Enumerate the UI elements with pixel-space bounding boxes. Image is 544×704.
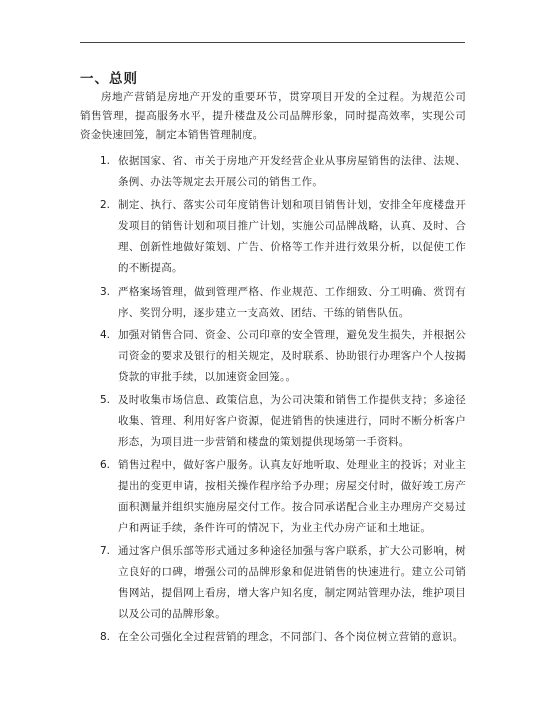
list-item-number: 8. <box>100 631 111 643</box>
list-item-number: 4. <box>100 329 111 341</box>
list-item-number: 7. <box>100 545 111 557</box>
list-item-text: 通过客户俱乐部等形式通过多种途径加强与客户联系，扩大公司影响，树立良好的口碑，增强公司的品牌形象和促进销售的快速进行。建立公司销售网站，提倡网上看房，增大客户知名度，制定网站管理办法，维护项目以及公司的品牌形象。 <box>118 545 466 620</box>
section-heading: 一、总则 <box>80 71 138 87</box>
header-rule <box>80 42 465 43</box>
intro-paragraph: 房地产营销是房地产开发的重要环节，贯穿项目开发的全过程。为规范公司销售管理，提高服务水平，提升楼盘及公司品牌形象，同时提高效率，实现公司资金快速回笼，制定本销售管理制度。 <box>80 91 466 141</box>
list-item-number: 2. <box>100 199 111 211</box>
list-item-number: 6. <box>100 459 111 471</box>
list-item-number: 3. <box>100 286 111 298</box>
list-item-text: 在全公司强化全过程营销的理念，不同部门、各个岗位树立营销的意识。 <box>118 631 464 643</box>
list-item-text: 制定、执行、落实公司年度销售计划和项目销售计划，安排全年度楼盘开发项目的销售计划和项目推广计划，实施公司品牌战略，认真、及时、合理、创新性地做好策划、广告、价格等工作并进行效果分析，以促使工作的不断提高。 <box>118 199 466 274</box>
list-item-text: 及时收集市场信息、政策信息，为公司决策和销售工作提供支持；多途径收集、管理、利用好客户资源，促进销售的快速进行，同时不断分析客户形态，为项目进一步营销和楼盘的策划提供现场第一手资料。 <box>118 394 466 448</box>
list-item-number: 1. <box>100 155 111 167</box>
list-item-text: 销售过程中，做好客户服务。认真友好地听取、处理业主的投诉；对业主提出的变更申请，按相关操作程序给予办理；房屋交付时，做好竣工房产面积测量并组织实施房屋交付工作。按合同承诺配合业主办理房产交易过户和两证手续，条件许可的情况下，为业主代办房产证和土地证。 <box>118 459 466 534</box>
list-item-text: 依据国家、省、市关于房地产开发经营企业从事房屋销售的法律、法规、条例、办法等规定去开展公司的销售工作。 <box>118 155 466 188</box>
list-item-text: 严格案场管理，做到管理严格、作业规范、工作细致、分工明确、赏罚有序、奖罚分明，逐步建立一支高效、团结、干练的销售队伍。 <box>118 286 466 319</box>
list-item-text: 加强对销售合同、资金、公司印章的安全管理，避免发生损失，并根据公司资金的要求及银行的相关规定，及时联系、协助银行办理客户个人按揭贷款的审批手续，以加速资金回笼。。 <box>118 329 466 383</box>
list-item-number: 5. <box>100 394 111 406</box>
